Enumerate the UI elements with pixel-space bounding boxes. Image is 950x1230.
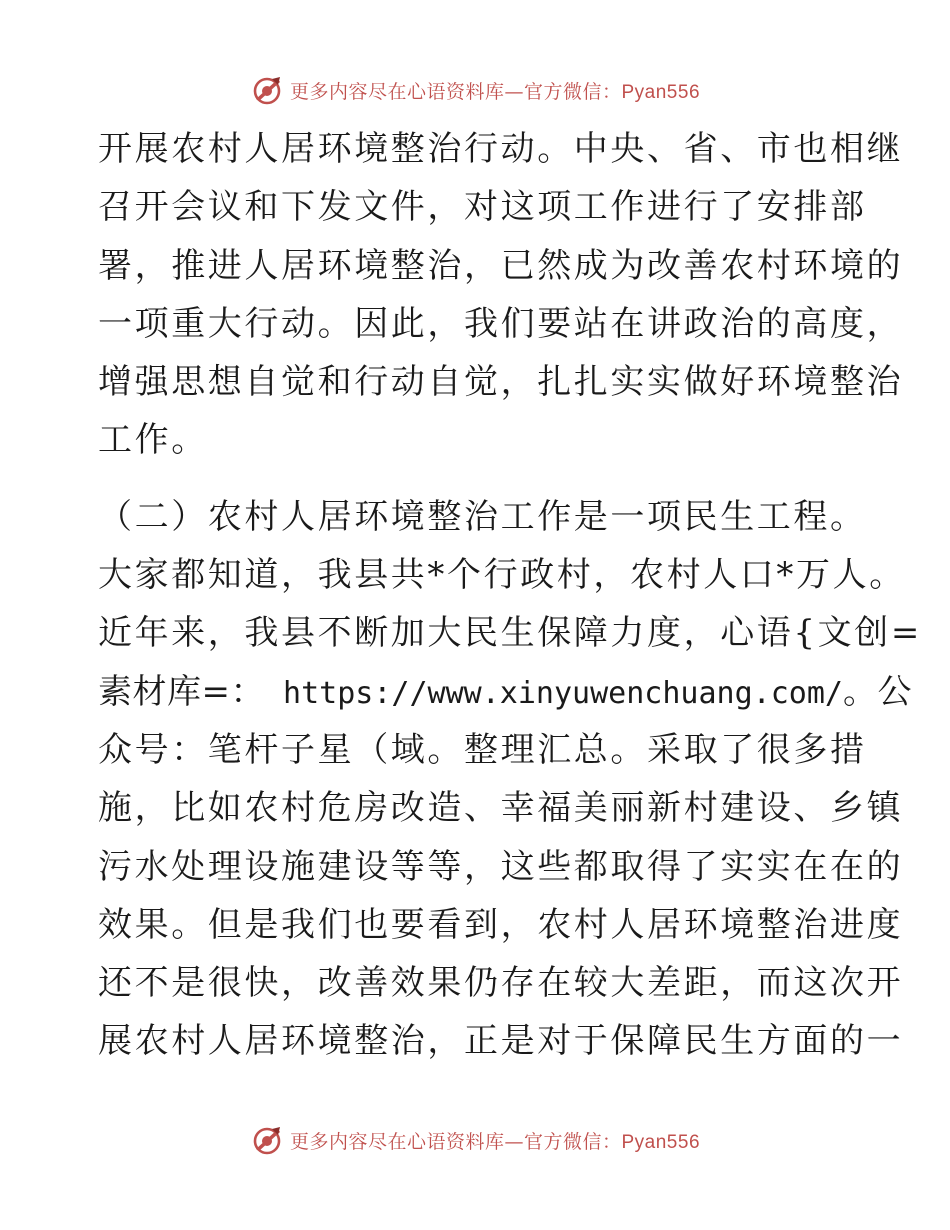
text-line: 增强思想自觉和行动自觉，扎扎实实做好环境整治	[98, 362, 904, 403]
text-line: 召开会议和下发文件，对这项工作进行了安排部	[98, 187, 867, 228]
text-line: 污水处理设施建设等等，这些都取得了实实在在的	[98, 846, 904, 887]
text-line: 近年来，我县不断加大民生保障力度，心语{文创=	[98, 613, 922, 654]
text-line: 施，比如农村危房改造、幸福美丽新村建设、乡镇	[98, 788, 904, 829]
website-url: https://www.xinyuwenchuang.com/	[265, 675, 843, 711]
text-line: 开展农村人居环境整治行动。中央、省、市也相继	[98, 129, 904, 169]
text-line: 还不是很快，改善效果仍存在较大差距，而这次开	[98, 963, 904, 1004]
text-line: 效果。但是我们也要看到，农村人居环境整治进度	[98, 904, 904, 945]
footer-watermark-banner	[0, 1120, 950, 1160]
url-suffix: 。公	[842, 671, 912, 712]
paragraph-gap	[98, 470, 858, 488]
pen-nib-circle-icon	[250, 73, 284, 107]
wechat-id: Pyan556	[621, 81, 701, 103]
banner-text: 更多内容尽在心语资料库—官方微信：Pyan556	[289, 1130, 701, 1153]
text-line: 大家都知道，我县共*个行政村，农村人口*万人。	[98, 555, 906, 596]
text-line: 展农村人居环境整治，正是对于保障民生方面的一	[98, 1021, 904, 1062]
text-line: 一项重大行动。因此，我们要站在讲政治的高度，	[98, 303, 904, 344]
text-line: 署，推进人居环境整治，已然成为改善农村环境的	[98, 245, 904, 286]
text-line: 众号：笔杆子星（域。整理汇总。采取了很多措	[98, 729, 867, 770]
text-line-with-url	[98, 663, 912, 721]
section-heading: （二）农村人居环境整治工作是一项民生工程。	[98, 496, 867, 537]
wechat-id: Pyan556	[621, 1131, 701, 1153]
document-body	[98, 120, 922, 1071]
banner-text: 更多内容尽在心语资料库—官方微信：Pyan556	[289, 80, 701, 103]
pen-nib-circle-icon	[250, 1123, 284, 1157]
url-prefix: 素材库=：	[98, 671, 265, 712]
text-line: 工作。	[98, 420, 208, 461]
header-watermark-banner	[0, 70, 950, 110]
